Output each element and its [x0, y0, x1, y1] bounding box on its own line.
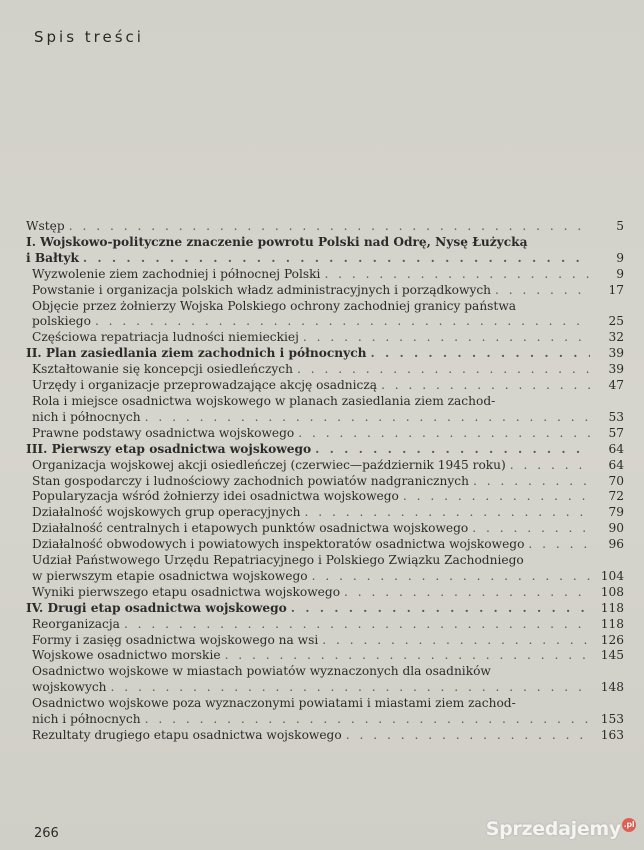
dot-leader — [124, 617, 590, 633]
dot-leader — [344, 585, 590, 601]
dot-leader — [370, 346, 590, 362]
toc-entry-row — [26, 633, 626, 649]
toc-entry-row — [26, 378, 626, 394]
dot-leader — [69, 219, 590, 235]
toc-entry-row — [26, 489, 626, 505]
toc-entry-row — [26, 601, 626, 617]
toc-entry-row — [26, 648, 626, 664]
toc-entry-title: i Bałtyk — [26, 250, 79, 265]
toc-entry-title: Popularyzacja wśród żołnierzy idei osadnictwa wojskowego — [32, 489, 399, 504]
dot-leader — [324, 267, 590, 283]
toc-entry-title: III. Pierwszy etap osadnictwa wojskowego — [26, 441, 312, 456]
toc-entry-page: 163 — [600, 728, 624, 742]
dot-leader — [312, 569, 590, 585]
dot-leader — [225, 648, 590, 664]
dot-leader — [83, 251, 590, 267]
dot-leader — [346, 728, 590, 744]
toc-entry-page: 17 — [608, 282, 624, 297]
toc-entry — [26, 537, 626, 553]
dot-leader — [298, 426, 590, 442]
toc-chapter — [26, 346, 626, 362]
dot-leader — [528, 537, 590, 553]
toc-entry-page: 96 — [608, 537, 624, 552]
toc-entry-title: II. Plan zasiedlania ziem zachodnich i północnych — [26, 346, 367, 361]
toc-entry-row — [26, 251, 626, 267]
toc-entry — [26, 362, 626, 378]
toc-entry — [26, 267, 626, 283]
toc-entry-page: 39 — [608, 346, 624, 361]
toc-entry-page: 148 — [600, 680, 624, 695]
toc-entry — [26, 426, 626, 442]
dot-leader — [145, 712, 590, 728]
toc-entry-page: 47 — [608, 378, 624, 393]
toc-entry-title: wojskowych — [32, 680, 107, 695]
dot-leader — [297, 362, 590, 378]
toc-entry-row — [26, 267, 626, 283]
sprzedajemy-watermark — [486, 818, 636, 840]
toc-entry-page: 126 — [600, 632, 624, 647]
dot-leader — [322, 633, 590, 649]
toc-entry-title: Działalność wojskowych grup operacyjnych — [32, 505, 301, 520]
toc-entry-page: 90 — [608, 521, 624, 536]
toc-entry-row — [26, 474, 626, 490]
toc-entry — [26, 648, 626, 664]
toc-entry-title: Kształtowanie się koncepcji osiedleńczych — [32, 362, 293, 377]
dot-leader — [315, 442, 590, 458]
toc-entry-row — [26, 617, 626, 633]
toc-entry-row — [26, 505, 626, 521]
toc-entry — [26, 696, 626, 728]
toc-entry-title: Częściowa repatriacja ludności niemieckiej — [32, 330, 299, 345]
toc-entry-page: 32 — [608, 330, 624, 345]
toc-entry-title: Działalność centralnych i etapowych punktów osadnictwa wojskowego — [32, 521, 469, 536]
dot-leader — [95, 314, 590, 330]
toc-entry — [26, 664, 626, 696]
toc-entry-title: IV. Drugi etap osadnictwa wojskowego — [26, 600, 287, 615]
toc-entry-title: w pierwszym etapie osadnictwa wojskowego — [32, 568, 308, 583]
dot-leader — [291, 601, 590, 617]
toc-entry-title: nich i północnych — [32, 409, 141, 424]
toc-chapter — [26, 235, 626, 267]
toc-entry — [26, 330, 626, 346]
toc-entry — [26, 474, 626, 490]
toc-entry-page: 9 — [616, 266, 624, 281]
toc-entry-row — [26, 219, 626, 235]
toc-entry — [26, 394, 626, 426]
toc-entry-page: 53 — [608, 409, 624, 424]
toc-entry-row — [26, 410, 626, 426]
toc-entry-page: 25 — [608, 314, 624, 329]
dot-leader — [305, 505, 591, 521]
toc-entry — [26, 728, 626, 744]
toc-entry — [26, 585, 626, 601]
toc-entry-title: Urzędy i organizacje przeprowadzające akcję osadniczą — [32, 378, 378, 393]
dot-leader — [145, 410, 590, 426]
toc-entry-page: 153 — [600, 712, 624, 727]
toc-entry — [26, 489, 626, 505]
toc-entry — [26, 378, 626, 394]
dot-leader — [403, 489, 590, 505]
toc-entry-row — [26, 728, 626, 744]
dot-leader — [303, 330, 590, 346]
watermark-text: Sprzedajemy — [485, 818, 621, 840]
dot-leader — [472, 521, 590, 537]
toc-heading: Spis treści — [34, 28, 144, 46]
toc-entry-title: Reorganizacja — [32, 616, 120, 631]
toc-entry-title-line: Udział Państwowego Urzędu Repatriacyjnego i Polskiego Związku Zachodniego — [32, 553, 524, 568]
dot-leader — [473, 474, 590, 490]
toc-entry-row — [26, 585, 626, 601]
toc-entry-row — [26, 314, 626, 330]
toc-entry — [26, 521, 626, 537]
watermark-badge: .pl — [622, 818, 636, 832]
toc-entry-row — [26, 537, 626, 553]
table-of-contents — [26, 219, 626, 744]
toc-entry-page: 104 — [600, 568, 624, 583]
toc-entry-page: 118 — [600, 616, 624, 631]
toc-entry-title: Wyniki pierwszego etapu osadnictwa wojskowego — [32, 584, 341, 599]
toc-entry-row — [26, 712, 626, 728]
toc-entry-row — [26, 458, 626, 474]
toc-entry-page: 5 — [616, 219, 624, 233]
toc-entry-page: 108 — [600, 584, 624, 599]
toc-entry-title: Formy i zasięg osadnictwa wojskowego na wsi — [32, 632, 319, 647]
toc-entry-row — [26, 442, 626, 458]
toc-entry — [26, 283, 626, 299]
toc-entry-page: 9 — [616, 250, 624, 265]
toc-entry — [26, 219, 626, 235]
toc-entry — [26, 553, 626, 585]
toc-entry — [26, 505, 626, 521]
toc-entry-page: 64 — [608, 457, 624, 472]
toc-entry-page: 39 — [608, 362, 624, 377]
toc-entry-title-line: I. Wojskowo-polityczne znaczenie powrotu Polski nad Odrę, Nysę Łużycką — [26, 234, 528, 249]
toc-entry-title-line: Osadnictwo wojskowe poza wyznaczonymi powiatami i miastami ziem zachod- — [32, 696, 516, 711]
toc-entry-row — [26, 330, 626, 346]
toc-entry-title-line: Osadnictwo wojskowe w miastach powiatów wyznaczonych dla osadników — [32, 664, 491, 679]
toc-entry-page: 145 — [600, 648, 624, 663]
toc-entry-title: Wyzwolenie ziem zachodniej i północnej Polski — [32, 266, 321, 281]
toc-entry-page: 118 — [600, 600, 624, 615]
toc-chapter — [26, 442, 626, 458]
toc-entry-title: Działalność obwodowych i powiatowych inspektoratów osadnictwa wojskowego — [32, 537, 525, 552]
toc-chapter — [26, 601, 626, 617]
toc-entry-title: Prawne podstawy osadnictwa wojskowego — [32, 425, 295, 440]
toc-entry-title: Rezultaty drugiego etapu osadnictwa wojskowego — [32, 728, 342, 742]
toc-entry — [26, 458, 626, 474]
toc-entry-title-line: Objęcie przez żołnierzy Wojska Polskiego ochrony zachodniej granicy państwa — [32, 298, 517, 313]
toc-entry-row — [26, 362, 626, 378]
toc-entry-title: nich i północnych — [32, 712, 141, 727]
toc-entry-row — [26, 569, 626, 585]
toc-entry-page: 64 — [608, 441, 624, 456]
toc-entry — [26, 617, 626, 633]
toc-entry-row — [26, 346, 626, 362]
dot-leader — [381, 378, 590, 394]
dot-leader — [495, 283, 590, 299]
toc-entry-row — [26, 426, 626, 442]
toc-entry-title: Wstęp — [26, 219, 65, 233]
dot-leader — [111, 680, 590, 696]
toc-entry-title: polskiego — [32, 314, 91, 329]
toc-entry-row — [26, 283, 626, 299]
toc-entry — [26, 299, 626, 331]
toc-entry-row — [26, 521, 626, 537]
toc-entry-title: Wojskowe osadnictwo morskie — [32, 648, 221, 663]
toc-entry — [26, 633, 626, 649]
toc-entry-page: 70 — [608, 473, 624, 488]
toc-entry-title-line: Rola i miejsce osadnictwa wojskowego w planach zasiedlania ziem zachod- — [32, 393, 496, 408]
toc-entry-title: Stan gospodarczy i ludnościowy zachodnich powiatów nadgranicznych — [32, 473, 469, 488]
dot-leader — [510, 458, 590, 474]
toc-entry-row — [26, 680, 626, 696]
page-number: 266 — [34, 826, 59, 841]
toc-entry-page: 57 — [608, 425, 624, 440]
toc-entry-title: Organizacja wojskowej akcji osiedleńczej (czerwiec—październik 1945 roku) — [32, 457, 506, 472]
toc-entry-title: Powstanie i organizacja polskich władz administracyjnych i porządkowych — [32, 282, 492, 297]
toc-entry-page: 79 — [608, 505, 624, 520]
toc-entry-page: 72 — [608, 489, 624, 504]
